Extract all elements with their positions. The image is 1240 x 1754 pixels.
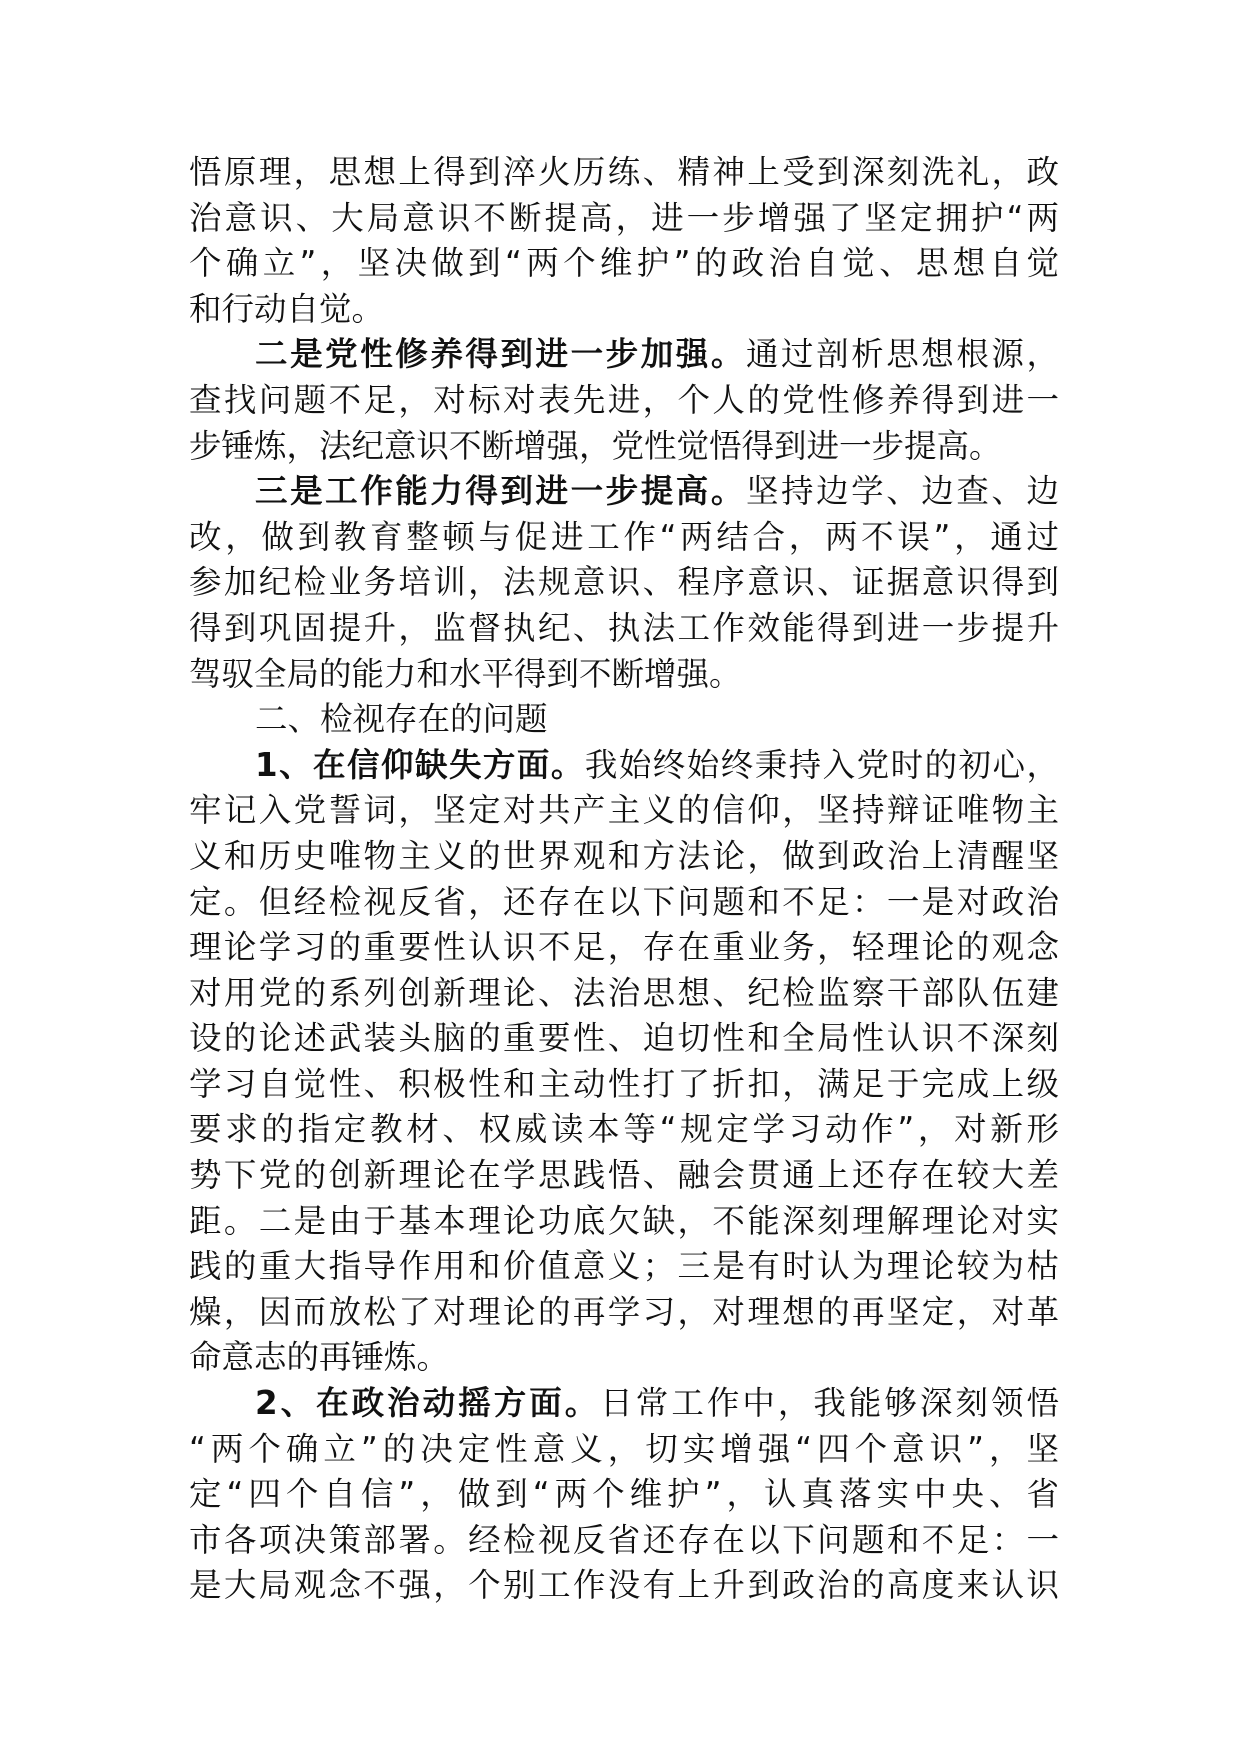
text-line (189, 241, 1059, 287)
text-line (189, 606, 1059, 652)
line-text: 查找问题不足，对标对表先进，个人的党性修养得到进一 (189, 380, 1059, 419)
text-line (189, 150, 1059, 196)
bold-heading: 三是工作能力得到进一步提高。 (255, 472, 746, 511)
text-line (189, 1153, 1059, 1199)
line-text: 参加纪检业务培训，法规意识、程序意识、证据意识得到 (189, 563, 1059, 602)
line-text: 势下党的创新理论在学思践悟、融会贯通上还存在较大差 (189, 1156, 1059, 1195)
line-text: 学习自觉性、积极性和主动性打了折扣，满足于完成上级 (189, 1064, 1059, 1103)
line-text: 践的重大指导作用和价值意义；三是有时认为理论较为枯 (189, 1247, 1059, 1286)
line-text: 市各项决策部署。经检视反省还存在以下问题和不足：一 (189, 1520, 1059, 1559)
text-line (189, 287, 1059, 333)
line-text: 和行动自觉。 (189, 289, 385, 328)
line-text: 得到巩固提升，监督执纪、执法工作效能得到进一步提升 (189, 608, 1059, 647)
text-line (189, 1107, 1059, 1153)
text-line (189, 1427, 1059, 1473)
line-text: 理论学习的重要性认识不足，存在重业务，轻理论的观念 (189, 928, 1059, 967)
line-text: 命意志的再锤炼。 (189, 1338, 450, 1377)
bold-heading: 1、在信仰缺失方面。 (255, 745, 585, 784)
text-line (189, 1563, 1059, 1609)
text-line (189, 743, 1059, 789)
line-text: 牢记入党誓词，坚定对共产主义的信仰，坚持辩证唯物主 (189, 791, 1059, 830)
text-line (189, 697, 1059, 743)
line-text: 定“四个自信”，做到“两个维护”，认真落实中央、省 (189, 1475, 1059, 1514)
text-line (189, 652, 1059, 698)
text-line (189, 560, 1059, 606)
line-text: 悟原理，思想上得到淬火历练、精神上受到深刻洗礼，政 (189, 153, 1059, 191)
text-line (189, 424, 1059, 470)
line-text: 定。但经检视反省，还存在以下问题和不足：一是对政治 (189, 882, 1059, 921)
text-line (189, 196, 1059, 242)
line-text: “两个确立”的决定性意义，切实增强“四个意识”，坚 (189, 1429, 1059, 1468)
text-line (189, 332, 1059, 378)
line-text: 坚持边学、边查、边 (745, 472, 1059, 511)
line-text: 日常工作中，我能够深刻领悟 (600, 1384, 1059, 1423)
text-line (189, 1244, 1059, 1290)
line-text: 义和历史唯物主义的世界观和方法论，做到政治上清醒坚 (189, 836, 1059, 875)
text-line (189, 1335, 1059, 1381)
line-text: 距。二是由于基本理论功底欠缺，不能深刻理解理论对实 (189, 1201, 1059, 1240)
text-line (189, 925, 1059, 971)
text-line (189, 1290, 1059, 1336)
bold-heading: 2、在政治动摇方面。 (255, 1384, 601, 1423)
text-line (189, 1381, 1059, 1427)
line-text: 改，做到教育整顿与促进工作“两结合，两不误”，通过 (189, 517, 1059, 556)
line-text: 个确立”，坚决做到“两个维护”的政治自觉、思想自觉 (189, 244, 1059, 283)
line-text: 对用党的系列创新理论、法治思想、纪检监察干部队伍建 (189, 973, 1059, 1012)
bold-heading: 二是党性修养得到进一步加强。 (255, 335, 746, 374)
line-text: 燥，因而放松了对理论的再学习，对理想的再坚定，对革 (189, 1292, 1059, 1331)
line-text: 步锤炼，法纪意识不断增强，党性觉悟得到进一步提高。 (189, 426, 1002, 465)
text-line (189, 469, 1059, 515)
document-body (189, 150, 1059, 1609)
text-line (189, 880, 1059, 926)
line-text: 是大局观念不强，个别工作没有上升到政治的高度来认识 (189, 1566, 1059, 1605)
line-text: 驾驭全局的能力和水平得到不断增强。 (189, 654, 742, 693)
text-line (189, 1016, 1059, 1062)
text-line (189, 1062, 1059, 1108)
line-text: 要求的指定教材、权威读本等“规定学习动作”，对新形 (189, 1110, 1059, 1149)
text-line (189, 834, 1059, 880)
line-text: 设的论述武装头脑的重要性、迫切性和全局性认识不深刻 (189, 1019, 1059, 1058)
line-text: 通过剖析思想根源， (745, 335, 1059, 374)
text-line (189, 971, 1059, 1017)
text-line (189, 378, 1059, 424)
text-line (189, 1518, 1059, 1564)
line-text: 二、检视存在的问题 (255, 700, 548, 739)
text-line (189, 788, 1059, 834)
text-line (189, 515, 1059, 561)
text-line (189, 1199, 1059, 1245)
line-text: 我始终始终秉持入党时的初心， (584, 745, 1059, 784)
line-text: 治意识、大局意识不断提高，进一步增强了坚定拥护“两 (189, 198, 1059, 237)
text-line (189, 1472, 1059, 1518)
